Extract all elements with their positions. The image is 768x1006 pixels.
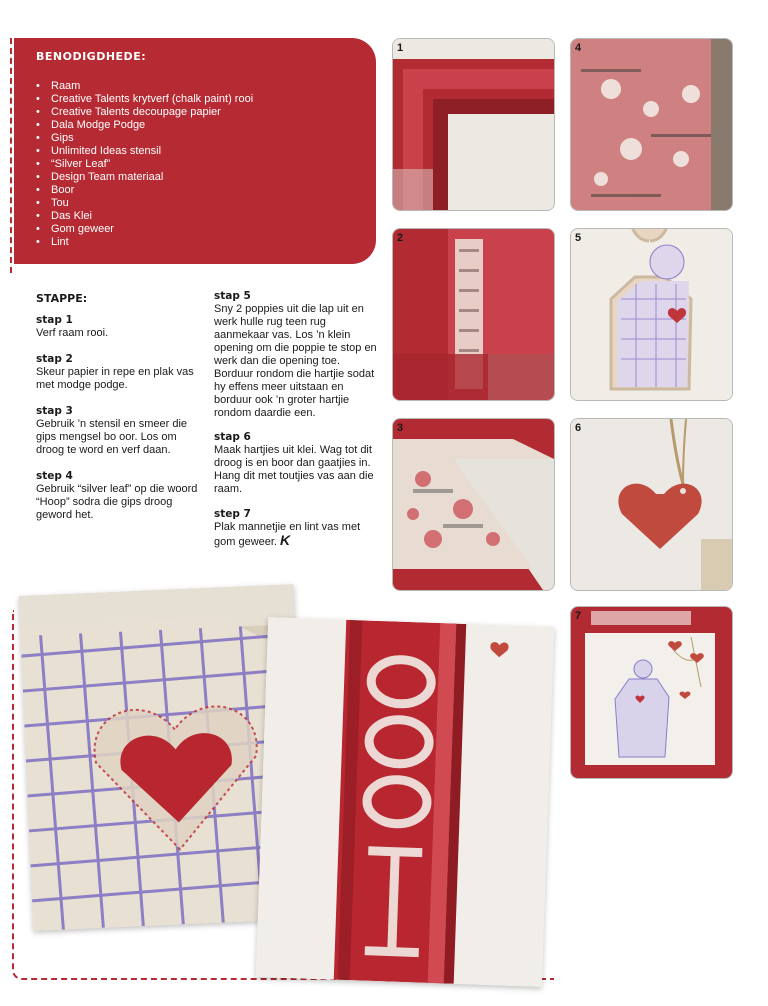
material-item: • Creative Talents krytverf (chalk paint) rooi — [34, 93, 253, 106]
finished-frame-image — [571, 607, 732, 778]
photo-number: 4 — [575, 42, 582, 54]
photo-step-6 — [570, 418, 733, 591]
step-6-title: stap 6 — [214, 431, 251, 443]
photo-number: 7 — [575, 610, 582, 622]
material-item: • Dala Modge Podge — [34, 119, 253, 132]
photo-step-5 — [570, 228, 733, 401]
material-item: • “Silver Leaf” — [34, 158, 253, 171]
stencil-plaster-image — [393, 419, 554, 590]
photo-number: 1 — [397, 42, 404, 54]
step-2 — [36, 353, 206, 392]
step-7-title: step 7 — [214, 508, 251, 520]
step-6 — [214, 431, 382, 496]
photo-step-3 — [392, 418, 555, 591]
hoop-detail-photo — [256, 617, 554, 987]
step-4 — [36, 470, 206, 522]
photo-step-1 — [392, 38, 555, 211]
material-item: • Boor — [34, 184, 253, 197]
material-item: • Design Team materiaal — [34, 171, 253, 184]
steps-title: STAPPE: — [36, 292, 88, 305]
material-item: • Tou — [34, 197, 253, 210]
material-item: • Das Klei — [34, 210, 253, 223]
step-1 — [36, 314, 206, 340]
material-item: • Unlimited Ideas stensil — [34, 145, 253, 158]
material-item: • Lint — [34, 236, 253, 249]
step-2-title: stap 2 — [36, 353, 73, 365]
fabric-doll-image — [571, 229, 732, 400]
photo-number: 2 — [397, 232, 404, 244]
material-item: • Gom geweer — [34, 223, 253, 236]
hoop-lettering-image — [256, 617, 554, 987]
red-frame-corner-image — [393, 39, 554, 210]
step-3-title: stap 3 — [36, 405, 73, 417]
step-1-text: Verf raam rooi. — [36, 327, 109, 339]
photo-step-2 — [392, 228, 555, 401]
step-3 — [36, 405, 206, 457]
material-item: • Creative Talents decoupage papier — [34, 106, 253, 119]
material-item: • Raam — [34, 80, 253, 93]
materials-title: BENODIGDHEDE: — [36, 50, 147, 63]
step-1-title: stap 1 — [36, 314, 73, 326]
materials-panel — [14, 38, 376, 264]
materials-list — [34, 80, 253, 249]
photo-number: 3 — [397, 422, 404, 434]
step-2-text: Skeur papier in repe en plak vas met modge podge. — [36, 366, 194, 391]
clay-heart-image — [571, 419, 732, 590]
material-item: • Gips — [34, 132, 253, 145]
end-mark: K — [280, 532, 291, 548]
materials-dashed-border — [10, 38, 12, 273]
photo-number: 6 — [575, 422, 582, 434]
photo-step-7 — [570, 606, 733, 779]
frame-decoupage-image — [393, 229, 554, 400]
step-7-text: Plak mannetjie en lint vas met gom geweer. — [214, 521, 361, 548]
step-4-title: step 4 — [36, 470, 73, 482]
photo-number: 5 — [575, 232, 582, 244]
step-7 — [214, 508, 382, 549]
step-5-title: stap 5 — [214, 290, 251, 302]
photo-step-4 — [570, 38, 733, 211]
step-6-text: Maak hartjies uit klei. Wag tot dit droog is en boor dan gaatjies in. Hang dit met toutjies vas aan die raam. — [214, 444, 374, 495]
step-4-text: Gebruik “silver leaf” op die woord “Hoop” sodra die gips droog geword het. — [36, 483, 198, 521]
step-3-text: Gebruik ’n stensil en smeer die gips mengsel bo oor. Los om droog te word en verf daan. — [36, 418, 188, 456]
step-5-text: Sny 2 poppies uit die lap uit en werk hulle rug teen rug aanmekaar vas. Los ’n klein opening om die poppie te stop en werk dan die opening toe. Borduur rondom die hartjie sodat hy effens meer uitstaan en borduur ook ’n groter hartjie rondom daardie een. — [214, 303, 377, 419]
step-5 — [214, 290, 382, 420]
silver-leaf-image — [571, 39, 732, 210]
